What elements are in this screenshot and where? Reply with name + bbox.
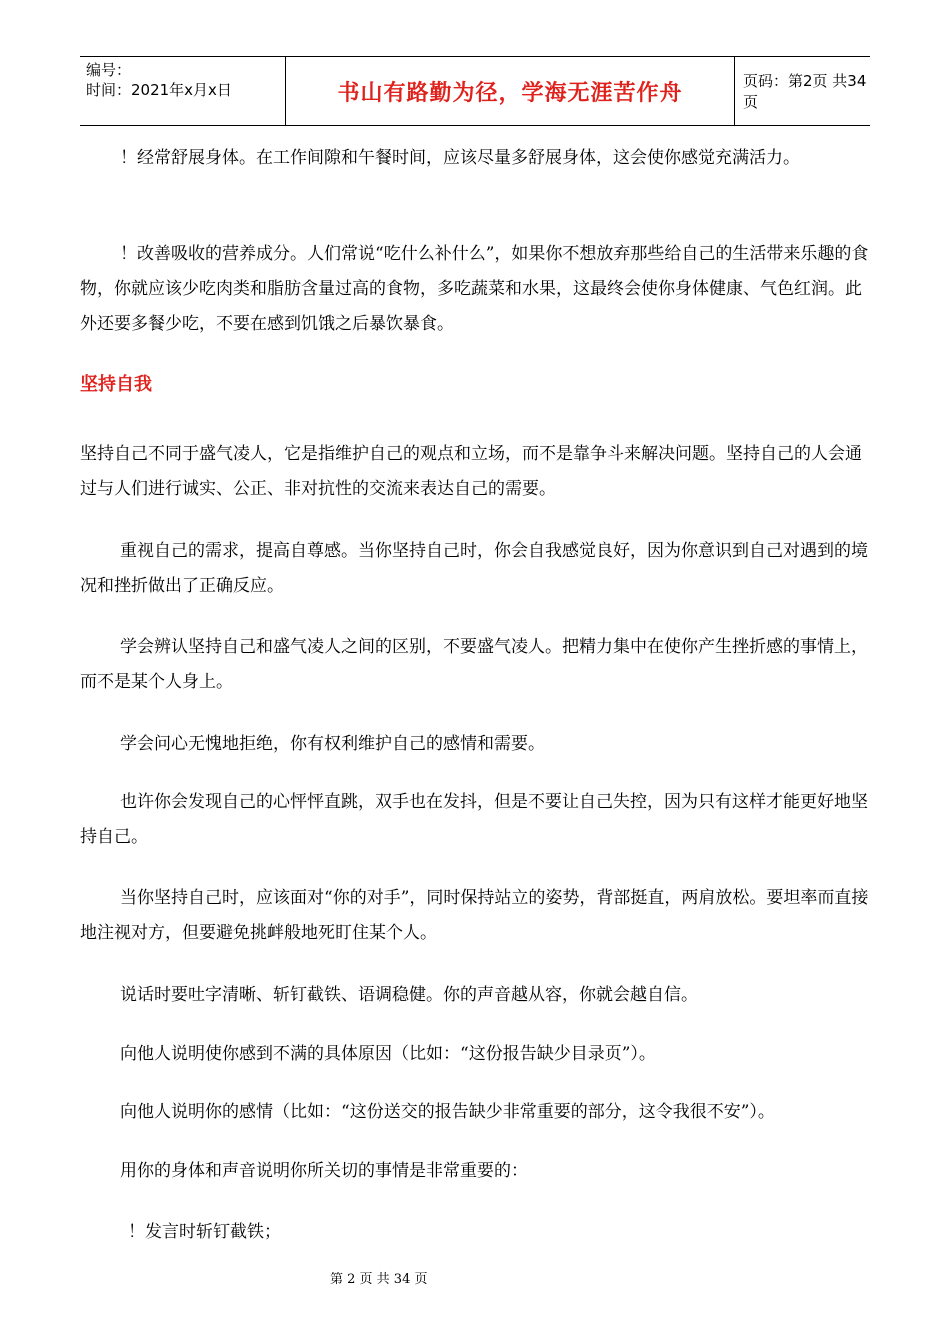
body-paragraph: 学会问心无愧地拒绝，你有权利维护自己的感情和需要。 <box>120 734 545 754</box>
body-paragraph: 向他人说明使你感到不满的具体原因（比如：“这份报告缺少目录页”）。 <box>120 1044 656 1064</box>
paragraph-stretch: ！经常舒展身体。在工作间隙和午餐时间，应该尽量多舒展身体，这会使你感觉充满活力。 <box>120 148 800 168</box>
body-paragraph: 学会辨认坚持自己和盛气凌人之间的区别，不要盛气凌人。把精力集中在使你产生挫折感的事情上，而不是某个人身上。 <box>80 637 868 692</box>
body-paragraph: 向他人说明你的感情（比如：“这份送交的报告缺少非常重要的部分，这令我很不安”）。 <box>120 1102 775 1122</box>
body-paragraph: 坚持自己不同于盛气凌人，它是指维护自己的观点和立场，而不是靠争斗来解决问题。坚持自己的人会通过与人们进行诚实、公正、非对抗性的交流来表达自己的需要。 <box>80 444 862 499</box>
body-paragraph: 说话时要吐字清晰、斩钉截铁、语调稳健。你的声音越从容，你就会越自信。 <box>120 985 698 1005</box>
body-paragraph: 当你坚持自己时，应该面对“你的对手”，同时保持站立的姿势，背部挺直，两肩放松。要坦率而直接地注视对方，但要避免挑衅般地死盯住某个人。 <box>80 888 869 943</box>
body-paragraph: 用你的身体和声音说明你所关切的事情是非常重要的： <box>120 1161 528 1181</box>
header-page-number: 页码：第2页 共34页 <box>743 72 867 111</box>
header-motto: 书山有路勤为径，学海无涯苦作舟 <box>285 57 735 125</box>
document-date: 时间：2021年x月x日 <box>86 81 232 99</box>
page-header <box>80 56 870 126</box>
body-paragraph: 也许你会发现自己的心怦怦直跳，双手也在发抖，但是不要让自己失控，因为只有这样才能更好地坚持自己。 <box>80 792 868 847</box>
document-number-label: 编号： <box>86 61 132 79</box>
paragraph-nutrition: ！改善吸收的营养成分。人们常说“吃什么补什么”，如果你不想放弃那些给自己的生活带来乐趣的食物，你就应该少吃肉类和脂肪含量过高的食物，多吃蔬菜和水果，这最终会使你身体健康、气色红润。此外还要多餐少吃，不要在感到饥饿之后暴饮暴食。 <box>80 244 869 334</box>
section-title: 坚持自我 <box>80 374 152 395</box>
body-paragraph: 重视自己的需求，提高自尊感。当你坚持自己时，你会自我感觉良好，因为你意识到自己对遇到的境况和挫折做出了正确反应。 <box>80 541 868 596</box>
page-footer: 第 2 页 共 34 页 <box>330 1272 428 1287</box>
header-meta <box>80 57 285 125</box>
body-paragraph: ！发言时斩钉截铁； <box>128 1222 281 1242</box>
